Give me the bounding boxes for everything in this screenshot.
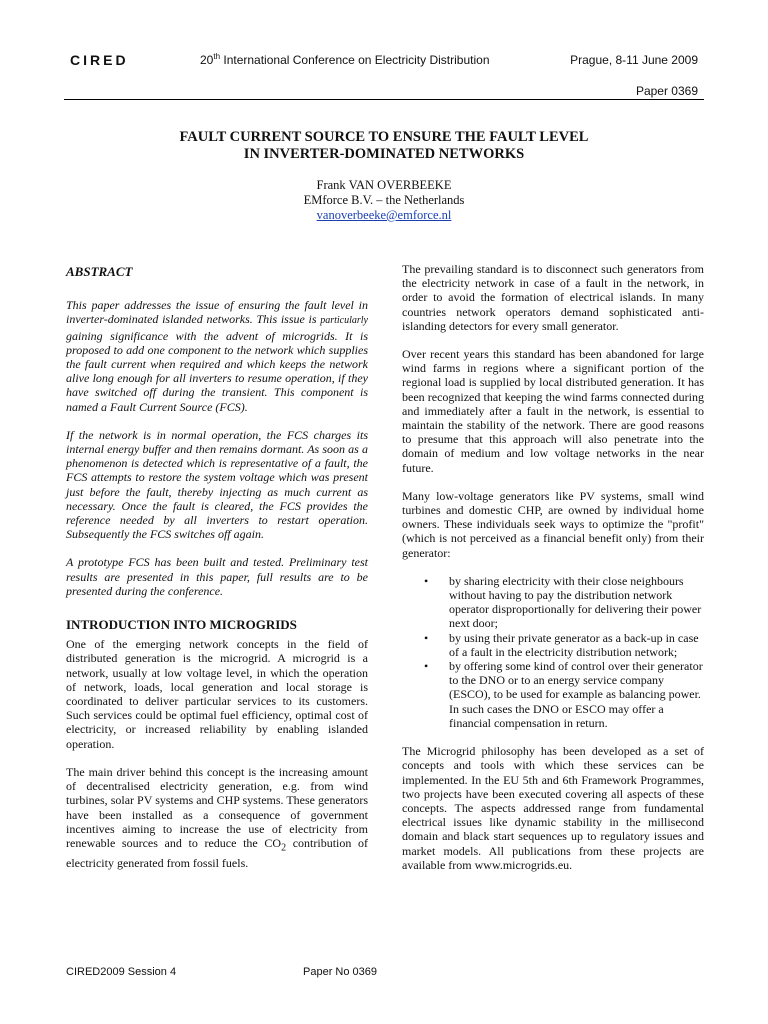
- list-item: • by sharing electricity with their close neighbours without having to pay the distribution network operator disproportionally for delivering their power next door;: [402, 574, 704, 631]
- body-paragraph: One of the emerging network concepts in the field of distributed generation is the microgrid. A microgrid is a network, usually at low voltage level, in which the operation of network, loads, local generation and local storage is coordinated to deliver particular services to its customers. Such services could be optimal fuel efficiency, optimal cost of electricity, or increased reliability by enabling islanded operation.: [66, 637, 368, 751]
- body-paragraph: The prevailing standard is to disconnect such generators from the electricity network in case of a fault in the network, in order to avoid the formation of electrical islands. In many countries network operators demand sophisticated anti-islanding detectors for every small generator.: [402, 262, 704, 333]
- body-paragraph: Many low-voltage generators like PV systems, small wind turbines and domestic CHP, are owned by individual home owners. These individuals seek ways to optimize the "profit" (which is not perceived as a financial benefit only) from their generator:: [402, 488, 704, 560]
- body-paragraph: The Microgrid philosophy has been developed as a set of concepts and tools with which these services can be implemented. In the EU 5th and 6th Framework Programmes, two projects have been executed covering all aspects of these concepts. The aspects addressed range from fundamental electrical issues like dynamic stability in the millisecond domain and black start sequences up to regulatory issues and market models. All publications from these projects are available from www.microgrids.eu.: [402, 744, 704, 872]
- abstract: [66, 298, 368, 598]
- author-affiliation: EMforce B.V. – the Netherlands: [303, 193, 465, 207]
- body-paragraph: The main driver behind this concept is the increasing amount of decentralised electricity generation, e.g. from wind turbines, solar PV systems and CHP systems. These generators have been installed as a consequence of government incentives aiming to increase the use of electricity from renewable sources and to reduce the $CO_2$ contribution of electricity generated from fossil fuels.: [66, 764, 368, 870]
- header-rule: [64, 99, 704, 100]
- header-conference: 20th International Conference on Electricity Distribution: [200, 52, 490, 67]
- list-item: • by using their private generator as a back-up in case of a fault in the electricity distribution network;: [402, 631, 704, 659]
- section-heading-intro: INTRODUCTION INTO MICROGRIDS: [66, 617, 297, 633]
- left-column: [66, 262, 368, 884]
- abstract-heading: ABSTRACT: [66, 264, 133, 279]
- abstract-paragraph: If the network is in normal operation, the FCS charges its internal energy buffer and then remains dormant. As soon as a phenomenon is detected which is representative of a fault, the FCS attempts to restore the system voltage which was present just before the fault, thereby injecting as much current as necessary. Once the fault is cleared, the FCS provides the reference needed by all inverters to restart operation. Subsequently the FCS switches off again.: [66, 427, 368, 542]
- author-block: [64, 178, 704, 223]
- header-org: CIRED: [70, 52, 129, 68]
- header-paper-id: Paper 0369: [635, 84, 698, 98]
- abstract-paragraph: This paper addresses the issue of ensuring the fault level in inverter-dominated islanded networks. This issue is particularly gaining significance with the advent of microgrids. It is proposed to add one component to the network which supplies the fault current when required and which keeps the network alive long enough for all inverters to resume operation, if they have switched off during the transient. This component is named a Fault Current Source (FCS).: [66, 298, 368, 414]
- abstract-paragraph: A prototype FCS has been built and tested. Preliminary test results are presented in this paper, full results are to be presented during the conference.: [66, 555, 368, 598]
- body-paragraph: Over recent years this standard has been abandoned for large wind farms in regions where a significant portion of the regional load is supplied by local distributed generation. It has been recognized that keeping the wind farms connected during and immediately after a fault in the network, is essential to maintain the stability of the network. There are good reasons to presume that this approach will also penetrate into the domain of medium and low voltage networks in the near future.: [402, 347, 704, 475]
- benefit-list: [402, 574, 704, 730]
- footer-session: CIRED2009 Session 4: [66, 966, 177, 978]
- author-name: Frank VAN OVERBEEKE: [316, 178, 452, 192]
- footer-paper-no: Paper No 0369: [303, 966, 377, 978]
- right-column: [402, 262, 704, 886]
- list-item: • by offering some kind of control over their generator to the DNO or to an energy service company (ESCO), to be used for example as balancing power. In such cases the DNO or ESCO may offer a financial compensation in return.: [402, 659, 704, 730]
- header-location-date: Prague, 8-11 June 2009: [570, 53, 698, 67]
- author-email-link[interactable]: vanoverbeeke@emforce.nl: [316, 208, 452, 222]
- paper-title: FAULT CURRENT SOURCE TO ENSURE THE FAULT LEVEL IN INVERTER-DOMINATED NETWORKS: [179, 129, 589, 162]
